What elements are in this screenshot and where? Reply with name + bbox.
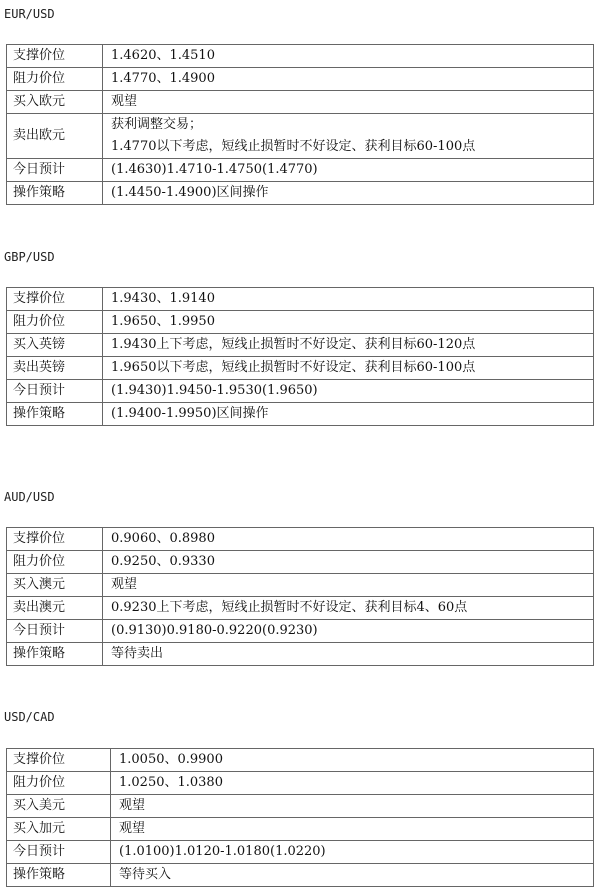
row-label: 卖出欧元 — [7, 114, 103, 159]
row-label: 阻力价位 — [7, 68, 103, 91]
row-value: 1.4770、1.4900 — [103, 68, 594, 91]
table-row — [7, 528, 594, 551]
row-value: 观望 — [111, 795, 594, 818]
row-label: 操作策略 — [7, 403, 103, 426]
strategy-table — [6, 44, 594, 205]
table-row — [7, 620, 594, 643]
row-value: (1.0100)1.0120-1.0180(1.0220) — [111, 841, 594, 864]
row-value: 0.9230上下考虑，短线止损暂时不好设定、获利目标4、60点 — [103, 597, 594, 620]
table-row — [7, 288, 594, 311]
row-label: 支撑价位 — [7, 288, 103, 311]
row-label: 买入美元 — [7, 795, 111, 818]
table-row — [7, 68, 594, 91]
row-value: 等待买入 — [111, 864, 594, 887]
pair-title: GBP/USD — [4, 250, 55, 264]
strategy-table — [6, 287, 594, 426]
row-label: 卖出澳元 — [7, 597, 103, 620]
table-row — [7, 45, 594, 68]
strategy-table — [6, 748, 594, 887]
table-row — [7, 841, 594, 864]
row-label: 操作策略 — [7, 182, 103, 205]
row-label: 支撑价位 — [7, 45, 103, 68]
row-value: 0.9060、0.8980 — [103, 528, 594, 551]
row-label: 操作策略 — [7, 643, 103, 666]
table-row — [7, 795, 594, 818]
table-row — [7, 159, 594, 182]
row-value: 1.9650、1.9950 — [103, 311, 594, 334]
row-value: (1.4630)1.4710-1.4750(1.4770) — [103, 159, 594, 182]
pair-title: USD/CAD — [4, 710, 55, 724]
table-row — [7, 334, 594, 357]
table-row — [7, 574, 594, 597]
row-value: 1.9650以下考虑，短线止损暂时不好设定、获利目标60-100点 — [103, 357, 594, 380]
table-row — [7, 380, 594, 403]
row-label: 买入欧元 — [7, 91, 103, 114]
table-row — [7, 357, 594, 380]
table-row — [7, 403, 594, 426]
table-row — [7, 597, 594, 620]
table-row — [7, 91, 594, 114]
row-label: 今日预计 — [7, 159, 103, 182]
table-row — [7, 182, 594, 205]
row-value: 0.9250、0.9330 — [103, 551, 594, 574]
pair-title: EUR/USD — [4, 7, 55, 21]
table-row — [7, 749, 594, 772]
row-value: 观望 — [111, 818, 594, 841]
row-value: 等待卖出 — [103, 643, 594, 666]
row-label: 今日预计 — [7, 620, 103, 643]
row-label: 操作策略 — [7, 864, 111, 887]
row-label: 买入澳元 — [7, 574, 103, 597]
row-label: 今日预计 — [7, 841, 111, 864]
table-row — [7, 864, 594, 887]
row-label: 卖出英镑 — [7, 357, 103, 380]
row-value: 1.9430、1.9140 — [103, 288, 594, 311]
table-row — [7, 551, 594, 574]
row-label: 阻力价位 — [7, 311, 103, 334]
row-label: 阻力价位 — [7, 551, 103, 574]
row-value: 1.0050、0.9900 — [111, 749, 594, 772]
row-value: 观望 — [103, 574, 594, 597]
pair-title: AUD/USD — [4, 490, 55, 504]
row-value: (0.9130)0.9180-0.9220(0.9230) — [103, 620, 594, 643]
row-value: (1.4450-1.4900)区间操作 — [103, 182, 594, 205]
table-row — [7, 772, 594, 795]
row-value: 1.9430上下考虑，短线止损暂时不好设定、获利目标60-120点 — [103, 334, 594, 357]
row-value: (1.9430)1.9450-1.9530(1.9650) — [103, 380, 594, 403]
row-label: 买入英镑 — [7, 334, 103, 357]
row-label: 支撑价位 — [7, 528, 103, 551]
strategy-table — [6, 527, 594, 666]
row-value: 1.4620、1.4510 — [103, 45, 594, 68]
row-value: 获利调整交易； 1.4770以下考虑，短线止损暂时不好设定、获利目标60-100点 — [103, 114, 594, 159]
row-label: 买入加元 — [7, 818, 111, 841]
row-label: 阻力价位 — [7, 772, 111, 795]
table-row — [7, 311, 594, 334]
row-value: 1.0250、1.0380 — [111, 772, 594, 795]
row-value: 观望 — [103, 91, 594, 114]
row-label: 今日预计 — [7, 380, 103, 403]
table-row — [7, 818, 594, 841]
table-row — [7, 114, 594, 159]
row-value: (1.9400-1.9950)区间操作 — [103, 403, 594, 426]
table-row — [7, 643, 594, 666]
row-label: 支撑价位 — [7, 749, 111, 772]
